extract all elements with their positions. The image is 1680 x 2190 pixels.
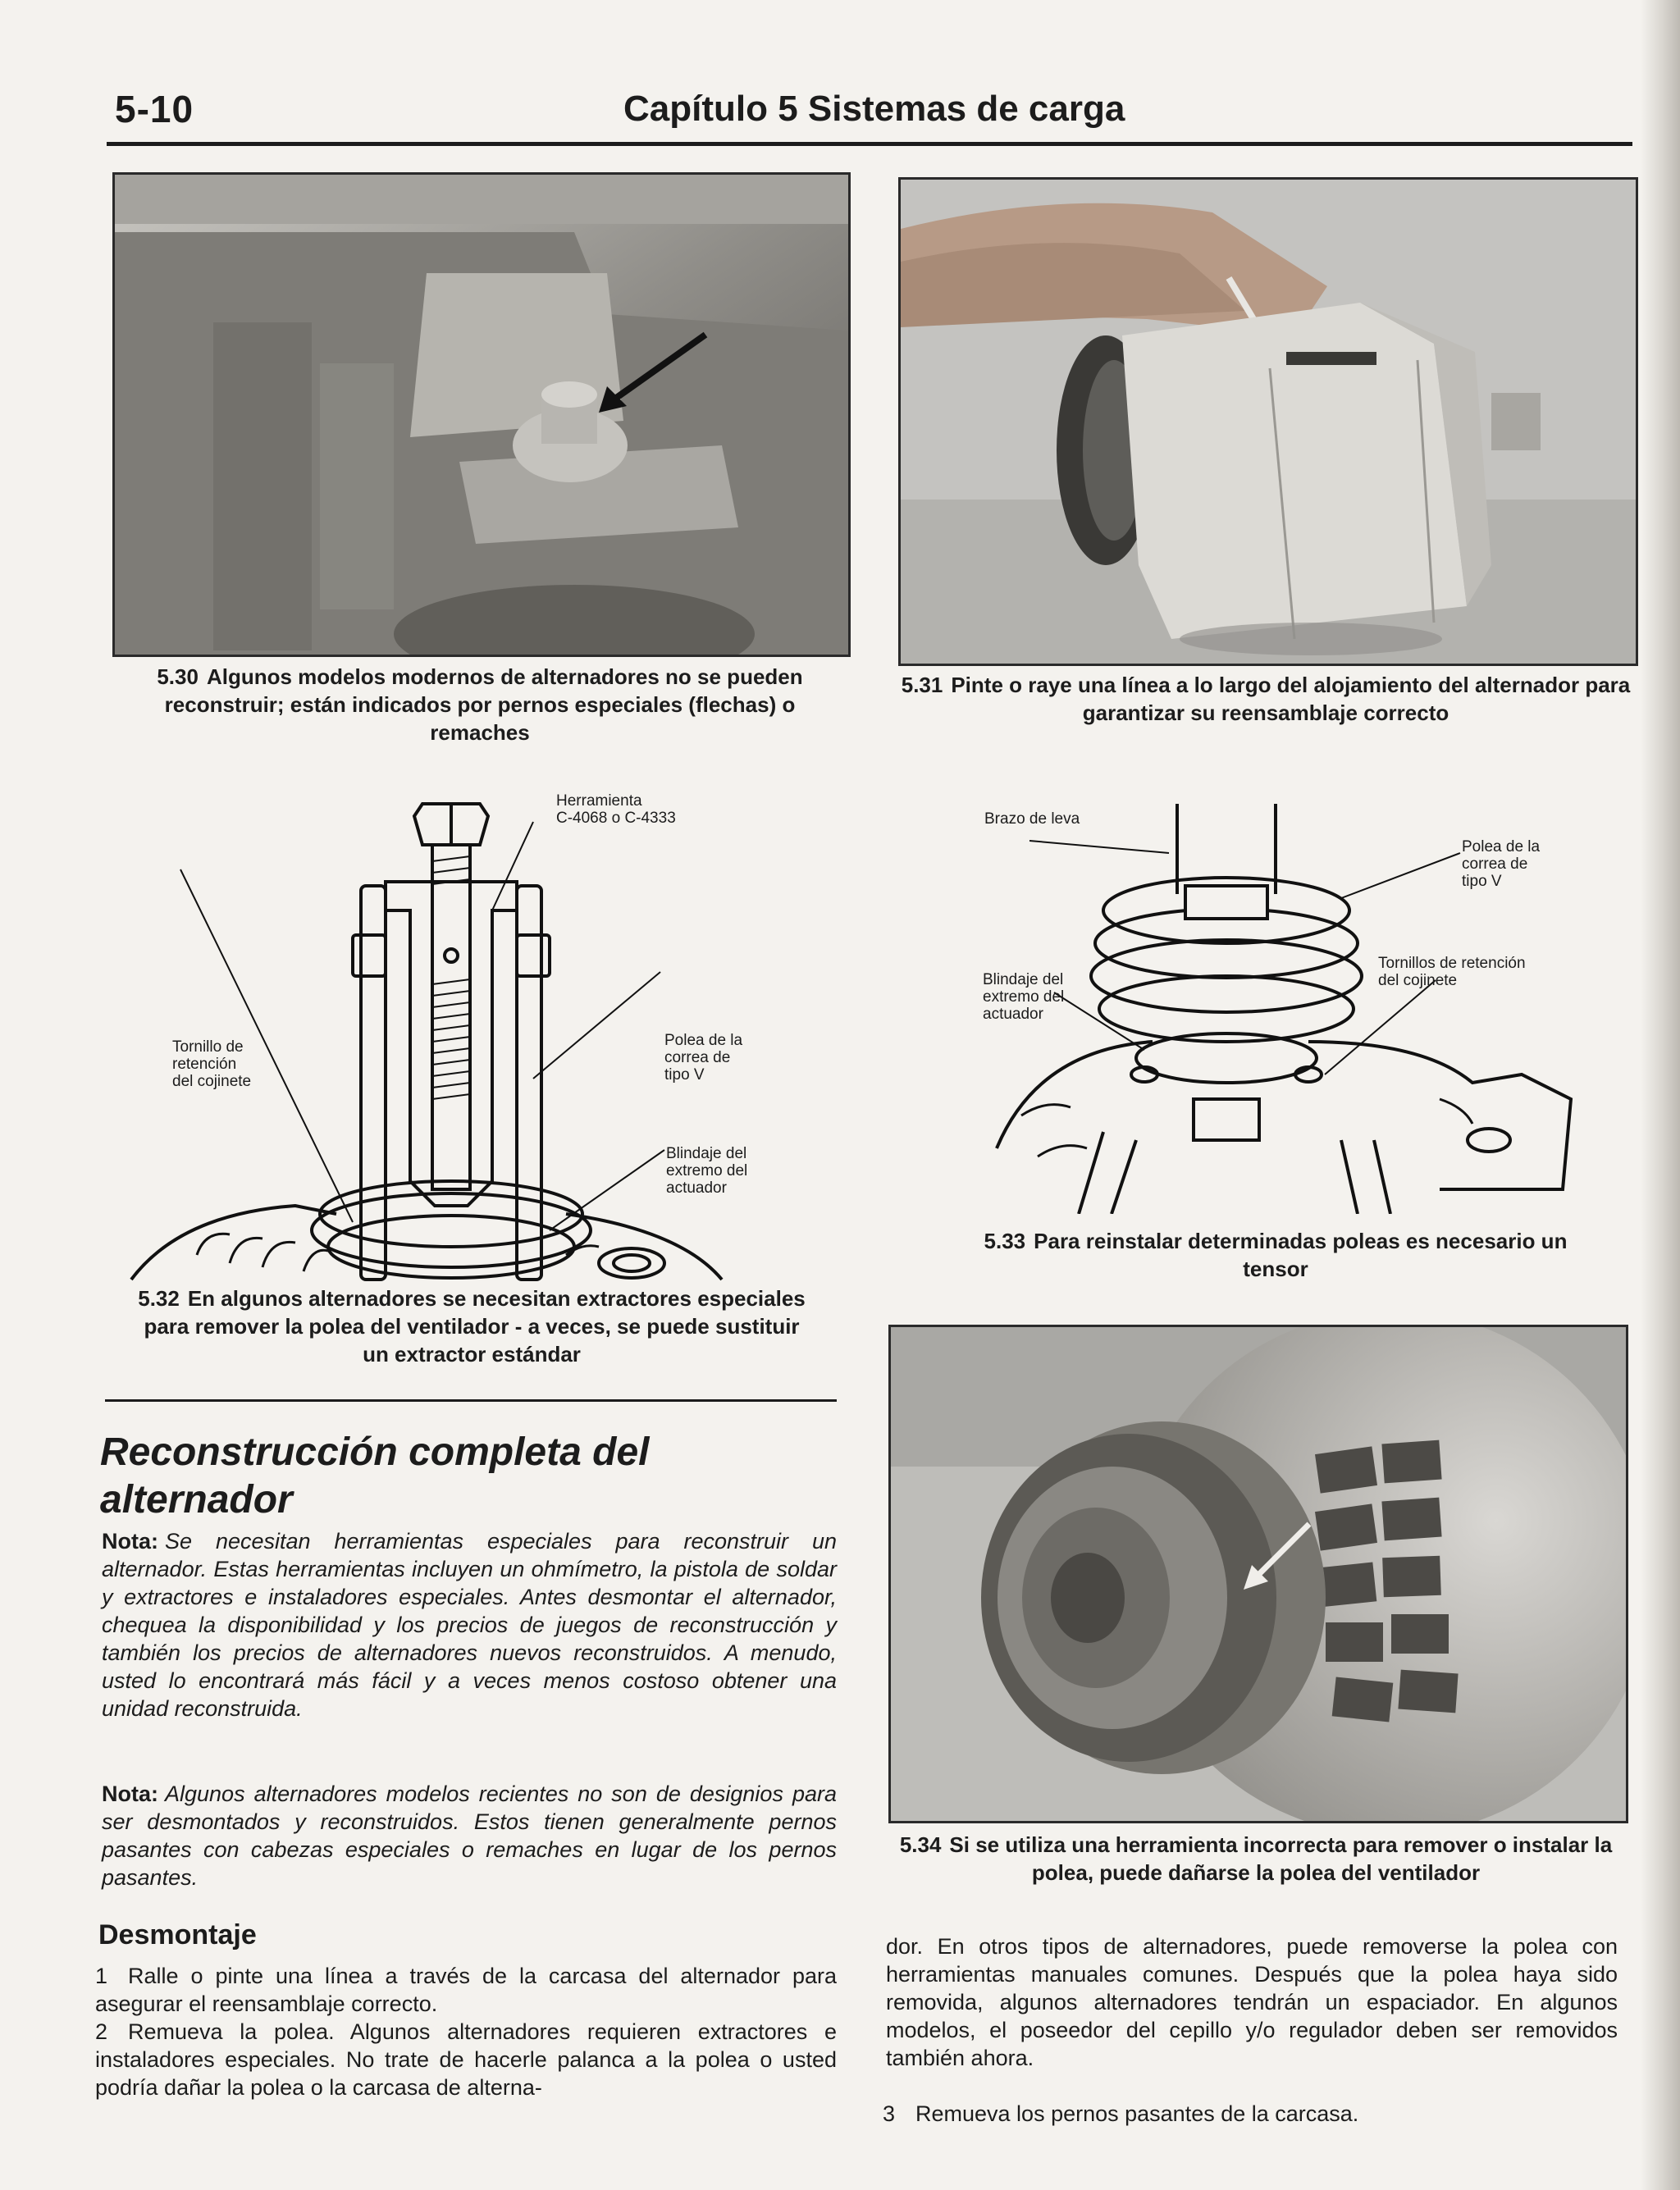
note-2: [102, 1780, 837, 1891]
note-1: [102, 1527, 837, 1722]
label-shield: Blindaje del extremo del actuador: [983, 971, 1065, 1023]
figure-number: 5.32: [138, 1286, 180, 1311]
label-pulley: Polea de la correa de tipo V: [664, 1032, 743, 1084]
subheading-desmontaje: Desmontaje: [98, 1919, 257, 1950]
step-text: Ralle o pinte una línea a través de la carcasa del alternador para asegurar el reensamblaje correcto.: [95, 1964, 837, 2016]
photo-5-31: [898, 177, 1638, 666]
figure-number: 5.30: [157, 664, 199, 689]
photo-5-34: [888, 1325, 1628, 1823]
chapter-title: Capítulo 5 Sistemas de carga: [623, 89, 1125, 129]
caption-5-31: [898, 671, 1633, 727]
caption-text: Algunos modelos modernos de alternadores no se pueden reconstruir; están indicados por pernos especiales (flechas) o remaches: [164, 664, 803, 745]
note-label: Nota:: [102, 1782, 158, 1806]
section-title: Reconstrucción completa del alternador: [100, 1430, 650, 1522]
caption-text: En algunos alternadores se necesitan extractores especiales para remover la polea del ventilador - a veces, se puede sustituir un extractor estándar: [144, 1286, 806, 1366]
step-number: 1: [95, 1964, 108, 1988]
caption-text: Si se utiliza una herramienta incorrecta para remover o instalar la polea, puede dañarse la polea del ventilador: [949, 1832, 1613, 1885]
step-3: [883, 2100, 1618, 2128]
note-text: Algunos alternadores modelos recientes no son de designios para ser desmontados y reconstruidos. Estos tienen generalmente pernos pasantes con cabezas especiales o remaches en lugar de los pernos pasantes.: [102, 1782, 837, 1890]
caption-text: Para reinstalar determinadas poleas es necesario un tensor: [1034, 1229, 1568, 1281]
step-number: 2: [95, 2019, 108, 2044]
caption-5-34: [888, 1831, 1623, 1887]
page-number: 5-10: [115, 88, 194, 130]
caption-5-33: [968, 1227, 1583, 1283]
label-tool: Herramienta C-4068 o C-4333: [556, 792, 676, 827]
continued-text: dor. En otros tipos de alternadores, puede removerse la polea con herramientas manuales comunes. Después que la polea haya sido removida, algunos alternadores tendrán un espaciador. En algunos modelos, el poseedor del cepillo y/o regulador deben ser removidos también ahora.: [886, 1934, 1618, 2070]
header-rule: [107, 142, 1632, 146]
note-label: Nota:: [102, 1529, 158, 1554]
figure-number: 5.34: [899, 1832, 942, 1857]
caption-5-30: [115, 663, 845, 746]
page-edge-shadow: [1641, 0, 1680, 2190]
step-number: 3: [883, 2101, 896, 2126]
figure-number: 5.33: [984, 1229, 1026, 1253]
label-bolts: Tornillos de retención del cojinete: [1378, 955, 1526, 989]
note-text: Se necesitan herramientas especiales para reconstruir un alternador. Estas herramientas incluyen un ohmímetro, la pistola de soldar y extractores e instaladores especiales. Antes desmontar el alternador, chequea la disponibilidad y los precios de juegos de reconstrucción y también los precios de alternadores nuevos reconstruidos. A menudo, usted lo encontrará más fácil y a veces menos costoso obtener una unidad reconstruida.: [102, 1529, 837, 1721]
caption-text: Pinte o raye una línea a lo largo del alojamiento del alternador para garantizar su reensamblaje correcto: [951, 673, 1631, 725]
label-shield: Blindaje del extremo del actuador: [666, 1145, 748, 1197]
figure-number: 5.31: [901, 673, 943, 697]
section-rule: [105, 1399, 837, 1402]
step-text: Remueva los pernos pasantes de la carcasa.: [915, 2101, 1359, 2126]
label-bolt: Tornillo de retención del cojinete: [172, 1038, 252, 1090]
step-1: [95, 1962, 837, 2018]
step-2: [95, 2018, 837, 2101]
step-text: Remueva la polea. Algunos alternadores requieren extractores e instaladores especiales. No trate de hacerle palanca a la polea o usted podría dañar la polea o la carcasa de alterna-: [95, 2019, 837, 2100]
caption-5-32: [131, 1284, 812, 1368]
photo-5-30: [112, 172, 851, 657]
label-cam-arm: Brazo de leva: [984, 810, 1080, 828]
label-pulley: Polea de la correa de tipo V: [1462, 838, 1541, 890]
